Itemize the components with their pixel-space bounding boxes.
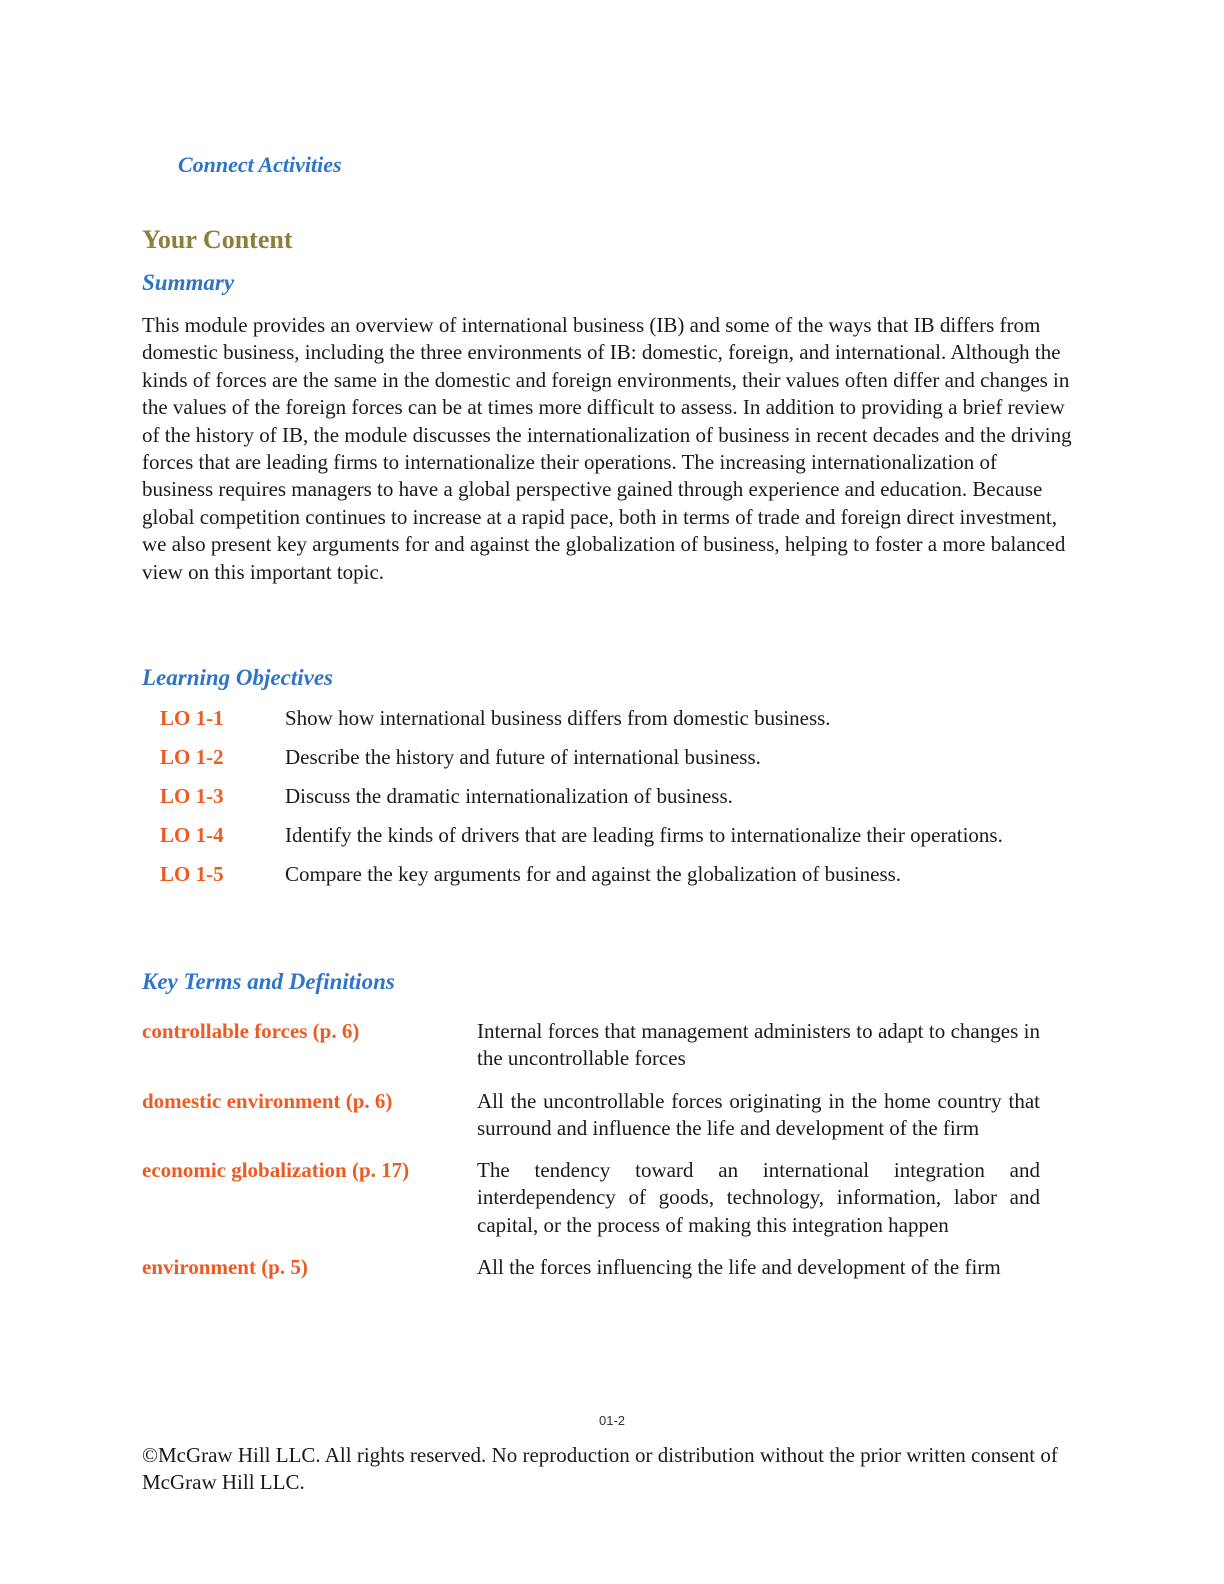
key-terms-heading: Key Terms and Definitions [142, 969, 395, 994]
key-term-definition: All the uncontrollable forces originating in the home country that surround and influence the life and development of the firm [477, 1088, 1040, 1140]
key-terms-list [142, 1018, 1042, 1296]
key-term-definition: The tendency toward an international integration and interdependency of goods, technology, information, labor and capital, or the process of making this integration happen [477, 1158, 1040, 1237]
learning-objective-code: LO 1-1 [160, 706, 224, 730]
learning-objective-text: Identify the kinds of drivers that are leading firms to internationalize their operations. [285, 823, 1003, 847]
learning-objective-code: LO 1-2 [160, 745, 224, 769]
learning-objective-item [160, 783, 1060, 810]
summary-heading: Summary [142, 270, 235, 295]
key-term-definition: All the forces influencing the life and development of the firm [477, 1255, 1001, 1280]
key-term-item [142, 1254, 1042, 1281]
learning-objective-item [160, 744, 1060, 771]
learning-objective-text: Discuss the dramatic internationalization of business. [285, 784, 733, 808]
key-term-definition: Internal forces that management administers to adapt to changes in the uncontrollable forces [477, 1019, 1040, 1071]
learning-objective-text: Compare the key arguments for and against the globalization of business. [285, 862, 902, 886]
page-number: 01-2 [598, 1413, 626, 1428]
key-term-item [142, 1088, 1042, 1143]
key-term: environment (p. 5) [142, 1255, 308, 1280]
your-content-heading: Your Content [142, 225, 293, 254]
learning-objective-item [160, 822, 1060, 849]
key-term-item [142, 1018, 1042, 1073]
learning-objective-code: LO 1-4 [160, 823, 224, 847]
learning-objectives-list [160, 705, 1060, 900]
learning-objective-item [160, 861, 1060, 888]
connect-activities-heading: Connect Activities [178, 152, 342, 177]
summary-paragraph: This module provides an overview of international business (IB) and some of the ways that IB differs from domestic business, including the three environments of IB: domestic, foreign, and international. Although the kinds of forces are the same in the domestic and foreign environments, their values often differ and changes in the values of the foreign forces can be at times more difficult to assess. In addition to providing a brief review of the history of IB, the module discusses the internationalization of business in recent decades and the driving forces that are leading firms to internationalize their operations. The increasing internationalization of business requires managers to have a global perspective gained through experience and education. Because global competition continues to increase at a rapid pace, both in terms of trade and foreign direct investment, we also present key arguments for and against the globalization of business, helping to foster a more balanced view on this important topic. [142, 313, 1072, 584]
key-term: domestic environment (p. 6) [142, 1088, 393, 1113]
learning-objective-text: Show how international business differs from domestic business. [285, 706, 831, 730]
key-term: economic globalization (p. 17) [142, 1158, 410, 1183]
learning-objectives-heading: Learning Objectives [142, 665, 333, 690]
key-term-item [142, 1157, 1042, 1239]
learning-objective-text: Describe the history and future of international business. [285, 745, 761, 769]
learning-objective-code: LO 1-5 [160, 862, 224, 886]
learning-objective-code: LO 1-3 [160, 784, 224, 808]
learning-objective-item [160, 705, 1060, 732]
key-term: controllable forces (p. 6) [142, 1019, 360, 1043]
copyright-notice: ©McGraw Hill LLC. All rights reserved. No reproduction or distribution without the prior written consent of McGraw Hill LLC. [142, 1443, 1058, 1494]
